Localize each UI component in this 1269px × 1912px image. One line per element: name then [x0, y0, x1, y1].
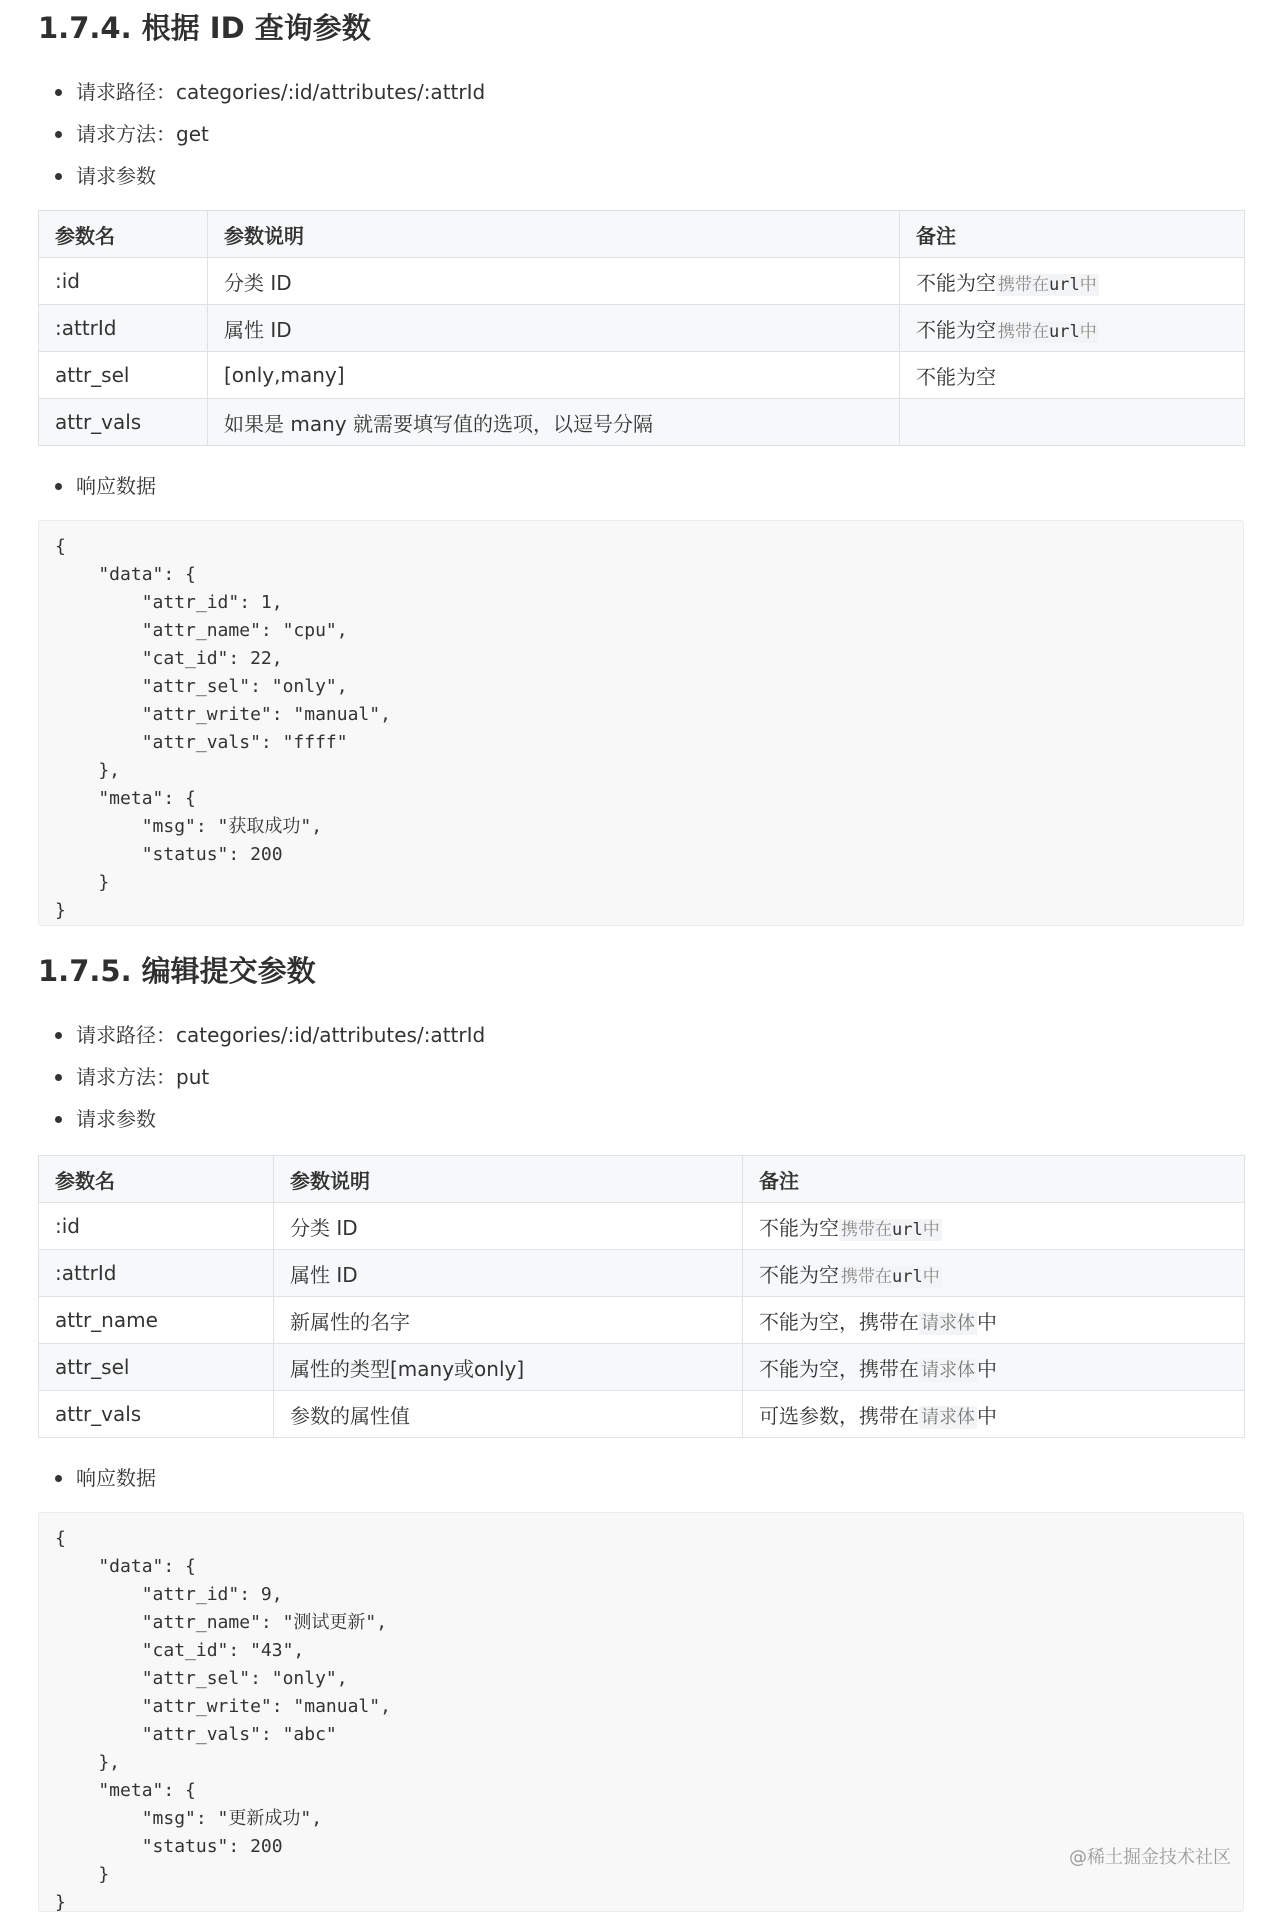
note-text: 可选参数，携带在 [759, 1403, 919, 1428]
cell-param-note [743, 1250, 1245, 1297]
table-row [39, 1250, 1245, 1297]
tag-text: 中 [922, 1266, 940, 1287]
inline-code-tag [839, 1219, 942, 1241]
response-code-block: { "data": { "attr_id": 9, "attr_name": "测试更新", "cat_id": "43", "attr_sel": "only", "attr_write": "manual", "attr_vals": "abc" }, "meta": { "msg": "更新成功", "status": 200 } } [38, 1512, 1244, 1912]
column-header-note: 备注 [743, 1156, 1245, 1203]
section-heading: 1.7.4. 根据 ID 查询参数 [38, 11, 371, 45]
list-item-response-data: 响应数据 [38, 1457, 1244, 1499]
cell-param-note: 不能为空 [900, 352, 1245, 399]
cell-param-note [743, 1203, 1245, 1250]
params-table [38, 1155, 1245, 1438]
cell-param-name: attr_vals [39, 399, 208, 446]
table-header-row [39, 211, 1245, 258]
table-row [39, 1391, 1245, 1438]
cell-param-desc: 参数的属性值 [274, 1391, 743, 1438]
column-header-note: 备注 [900, 211, 1245, 258]
tag-text: 携带在 [998, 321, 1049, 342]
note-text: 不能为空，携带在 [759, 1309, 919, 1334]
note-text: 中 [977, 1356, 997, 1381]
params-table [38, 210, 1245, 446]
section-heading: 1.7.5. 编辑提交参数 [38, 954, 316, 988]
cell-param-desc: 属性的类型[many或only] [274, 1344, 743, 1391]
table-row [39, 1203, 1245, 1250]
cell-param-name: :id [39, 1203, 274, 1250]
cell-param-note [743, 1391, 1245, 1438]
request-info-list [38, 71, 1244, 197]
tag-code: url [892, 1266, 923, 1287]
list-item-request-params: 请求参数 [38, 1098, 1244, 1140]
cell-param-name: attr_sel [39, 1344, 274, 1391]
request-info-list [38, 1014, 1244, 1140]
list-item-request-method: 请求方法：get [38, 113, 1244, 155]
note-text: 不能为空，携带在 [759, 1356, 919, 1381]
cell-param-desc: [only,many] [208, 352, 900, 399]
cell-param-name: :id [39, 258, 208, 305]
tag-text: 中 [1079, 274, 1097, 295]
inline-code-tag: 请求体 [921, 1406, 975, 1428]
cell-param-name: attr_sel [39, 352, 208, 399]
tag-text: 中 [1079, 321, 1097, 342]
cell-param-desc: 新属性的名字 [274, 1297, 743, 1344]
tag-text: 携带在 [841, 1219, 892, 1240]
cell-param-name: attr_name [39, 1297, 274, 1344]
cell-param-desc: 如果是 many 就需要填写值的选项，以逗号分隔 [208, 399, 900, 446]
section-get-param-by-id [38, 8, 1244, 197]
table-row [39, 352, 1245, 399]
table-row [39, 1297, 1245, 1344]
inline-code-tag: 请求体 [921, 1312, 975, 1334]
cell-param-name: attr_vals [39, 1391, 274, 1438]
tag-code: url [892, 1219, 923, 1240]
cell-param-note [900, 399, 1245, 446]
column-header-name: 参数名 [39, 1156, 274, 1203]
cell-param-desc: 属性 ID [208, 305, 900, 352]
tag-code: url [1049, 274, 1080, 295]
cell-param-note [743, 1344, 1245, 1391]
tag-text: 携带在 [998, 274, 1049, 295]
note-text: 不能为空 [916, 317, 996, 342]
response-label-list [38, 1457, 1244, 1499]
tag-text: 中 [922, 1219, 940, 1240]
table-row [39, 399, 1245, 446]
note-text: 中 [977, 1309, 997, 1334]
tag-code: url [1049, 321, 1080, 342]
cell-param-note [743, 1297, 1245, 1344]
table-row [39, 305, 1245, 352]
cell-param-name: :attrId [39, 305, 208, 352]
response-label-list [38, 465, 1244, 507]
cell-param-desc: 分类 ID [274, 1203, 743, 1250]
cell-param-desc: 分类 ID [208, 258, 900, 305]
cell-param-desc: 属性 ID [274, 1250, 743, 1297]
list-item-request-method: 请求方法：put [38, 1056, 1244, 1098]
table-row [39, 258, 1245, 305]
section-edit-submit-param [38, 951, 1244, 1140]
watermark: @稀土掘金技术社区 [1069, 1847, 1231, 1868]
note-text: 不能为空 [759, 1262, 839, 1287]
inline-code-tag: 请求体 [921, 1359, 975, 1381]
tag-text: 携带在 [841, 1266, 892, 1287]
table-header-row [39, 1156, 1245, 1203]
response-code-block: { "data": { "attr_id": 1, "attr_name": "cpu", "cat_id": 22, "attr_sel": "only", "attr_write": "manual", "attr_vals": "ffff" }, "meta": { "msg": "获取成功", "status": 200 } } [38, 520, 1244, 926]
inline-code-tag [839, 1266, 942, 1288]
column-header-desc: 参数说明 [274, 1156, 743, 1203]
list-item-request-params: 请求参数 [38, 155, 1244, 197]
note-text: 中 [977, 1403, 997, 1428]
table-row [39, 1344, 1245, 1391]
column-header-name: 参数名 [39, 211, 208, 258]
list-item-request-path: 请求路径：categories/:id/attributes/:attrId [38, 71, 1244, 113]
list-item-request-path: 请求路径：categories/:id/attributes/:attrId [38, 1014, 1244, 1056]
note-text: 不能为空 [759, 1215, 839, 1240]
note-text: 不能为空 [916, 270, 996, 295]
cell-param-note [900, 305, 1245, 352]
list-item-response-data: 响应数据 [38, 465, 1244, 507]
inline-code-tag [996, 274, 1099, 296]
cell-param-name: :attrId [39, 1250, 274, 1297]
column-header-desc: 参数说明 [208, 211, 900, 258]
inline-code-tag [996, 321, 1099, 343]
cell-param-note [900, 258, 1245, 305]
